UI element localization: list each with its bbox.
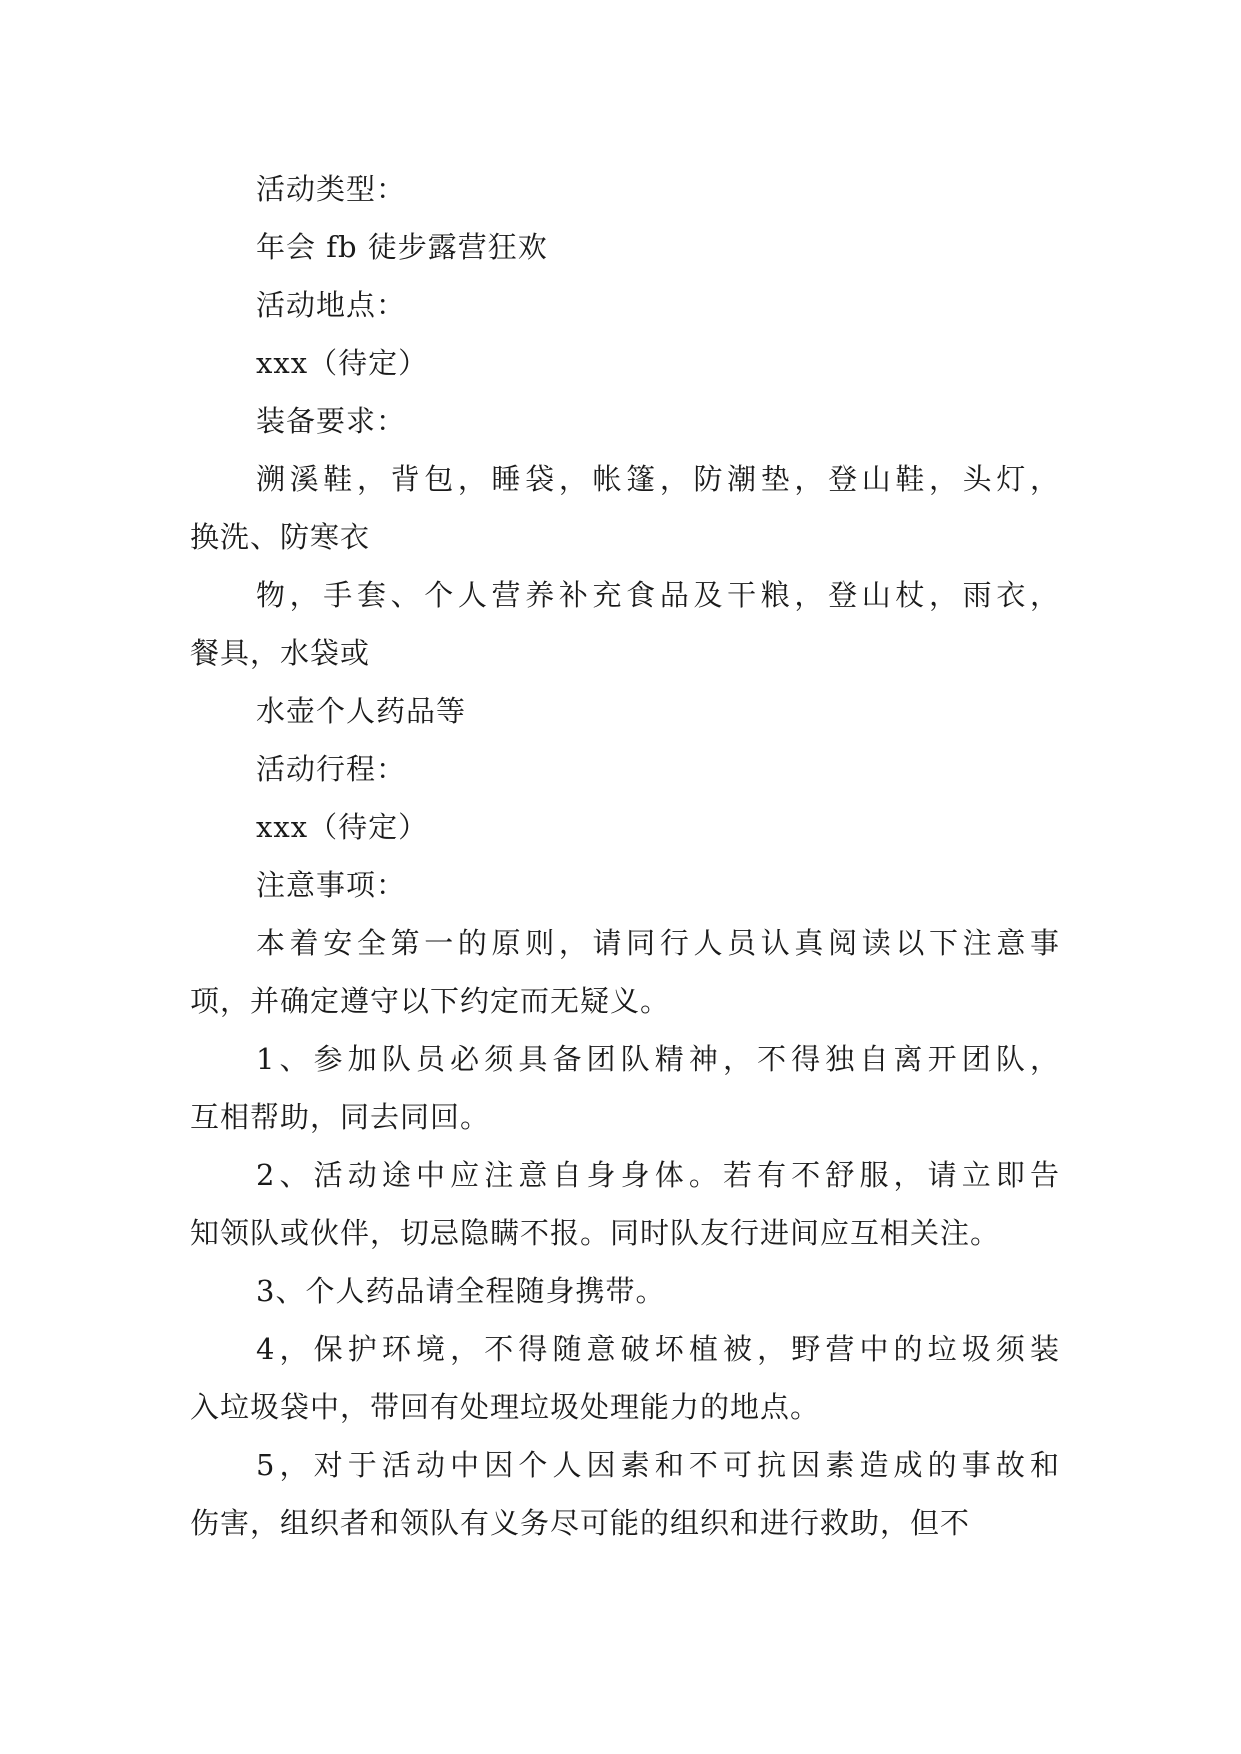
paragraph-note-2: 2、活动途中应注意自身身体。若有不舒服，请立即告 知领队或伙伴，切忌隐瞒不报。同时队友行进间应互相关注。 — [190, 1158, 1060, 1250]
paragraph-note-3: 3、个人药品请全程随身携带。 — [256, 1274, 666, 1308]
paragraph-notes-label: 注意事项： — [256, 868, 407, 902]
paragraph-equipment-list-3: 水壶个人药品等 — [256, 694, 467, 728]
paragraph-notes-intro: 本着安全第一的原则，请同行人员认真阅读以下注意事 项，并确定遵守以下约定而无疑义。 — [190, 926, 1060, 1018]
paragraph-equipment-list-2: 物，手套、个人营养补充食品及干粮，登山杖，雨衣， 餐具，水袋或 — [190, 578, 1060, 670]
paragraph-note-4: 4，保护环境，不得随意破坏植被，野营中的垃圾须装 入垃圾袋中，带回有处理垃圾处理能力的地点。 — [190, 1332, 1060, 1424]
paragraph-itinerary-value: xxx（待定） — [256, 810, 429, 844]
paragraph-activity-location-label: 活动地点： — [256, 288, 407, 322]
paragraph-equipment-list-1: 溯溪鞋，背包，睡袋，帐篷，防潮垫，登山鞋，头灯， 换洗、防寒衣 — [190, 462, 1060, 554]
paragraph-activity-location-value: xxx（待定） — [256, 346, 429, 380]
paragraph-activity-type-label: 活动类型： — [256, 172, 407, 206]
paragraph-note-5: 5，对于活动中因个人因素和不可抗因素造成的事故和 伤害，组织者和领队有义务尽可能的组织和进行救助，但不 — [190, 1448, 1060, 1540]
document-body — [190, 160, 1060, 1552]
paragraph-equipment-label: 装备要求： — [256, 404, 407, 438]
paragraph-activity-type-value: 年会 fb 徒步露营狂欢 — [256, 230, 548, 264]
paragraph-note-1: 1、参加队员必须具备团队精神，不得独自离开团队， 互相帮助，同去同回。 — [190, 1042, 1060, 1134]
paragraph-itinerary-label: 活动行程： — [256, 752, 407, 786]
